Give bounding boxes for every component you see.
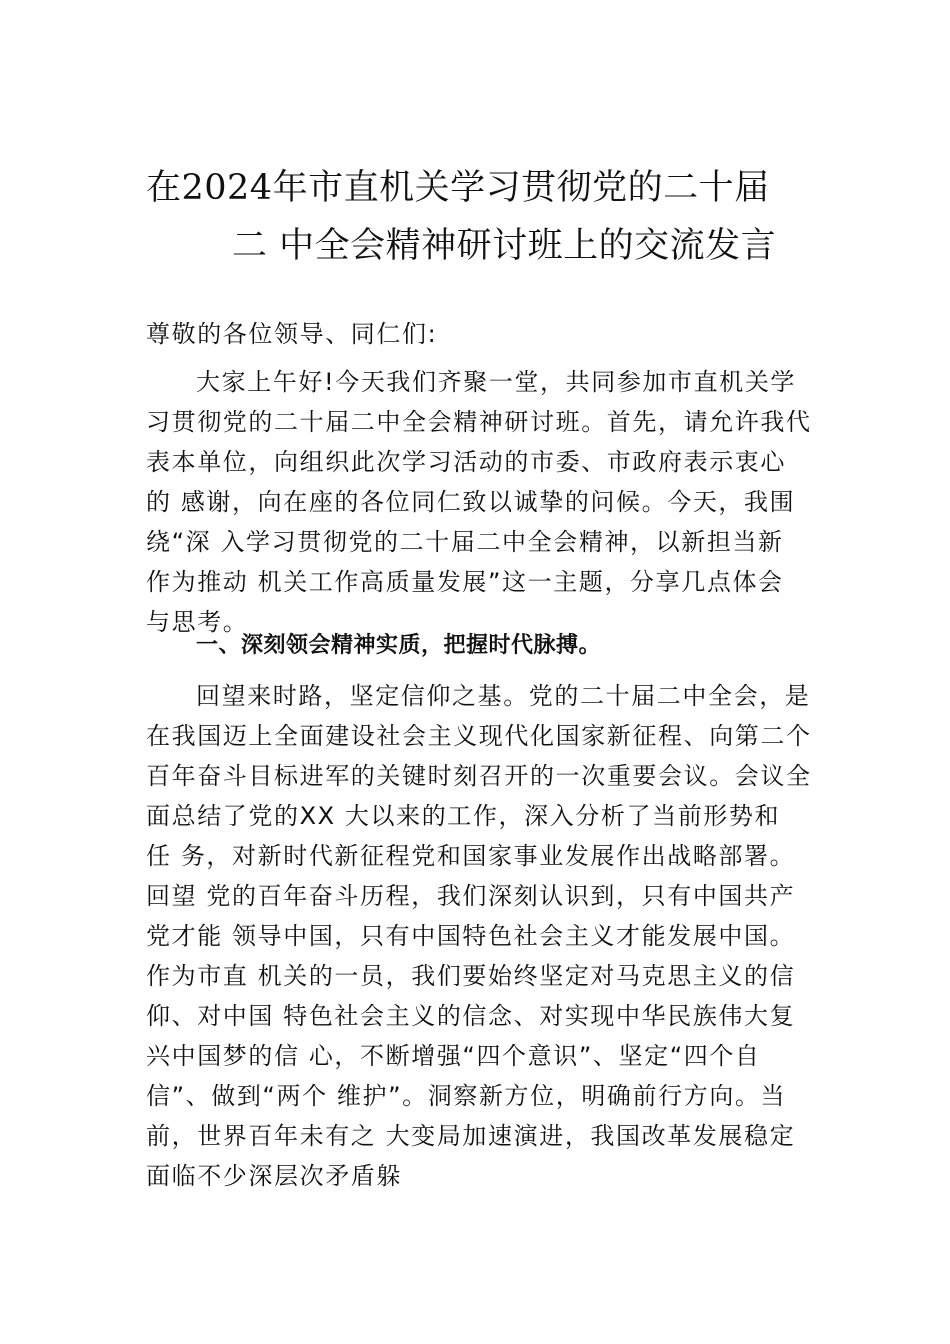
salutation: 尊敬的各位领导、同仁们: (146, 320, 438, 348)
paragraph-line: 党才能 领导中国，只有中国特色社会主义才能发展中国。 (146, 922, 796, 950)
paragraph-line: 回望来时路，坚定信仰之基。党的二十届二中全会，是 (196, 682, 811, 710)
document-title-line-1: 在2024年市直机关学习贯彻党的二十届 (146, 168, 770, 208)
paragraph-line: 百年奋斗目标进军的关键时刻召开的一次重要会议。会议全 (146, 762, 812, 790)
paragraph-line: 与思考。 (146, 608, 249, 636)
paragraph-line: 面总结了党的XX 大以来的工作，深入分析了当前形势和 (146, 802, 781, 830)
paragraph-line: 仰、对中国 特色社会主义的信念、对实现中华民族伟大复 (146, 1002, 796, 1030)
section-heading: 一、深刻领会精神实质，把握时代脉搏。 (196, 633, 602, 658)
paragraph-line: 在我国迈上全面建设社会主义现代化国家新征程、向第二个 (146, 722, 812, 750)
paragraph-line: 绕“深 入学习贯彻党的二十届二中全会精神，以新担当新 (146, 528, 784, 556)
paragraph-line: 兴中国梦的信 心，不断增强“四个意识”、坚定“四个自 (146, 1042, 761, 1070)
document-title-line-2: 二 中全会精神研讨班上的交流发言 (232, 226, 777, 266)
paragraph-line: 回望 党的百年奋斗历程，我们深刻认识到，只有中国共产 (146, 882, 796, 910)
paragraph-line: 表本单位，向组织此次学习活动的市委、市政府表示衷心 (146, 448, 786, 476)
paragraph-line: 习贯彻党的二十届二中全会精神研讨班。首先，请允许我代 (146, 408, 812, 436)
paragraph-line: 的 感谢，向在座的各位同仁致以诚挚的问候。今天，我围 (146, 488, 796, 516)
paragraph-line: 作为推动 机关工作高质量发展”这一主题，分享几点体会 (146, 568, 784, 596)
paragraph-line: 作为市直 机关的一员，我们要始终坚定对马克思主义的信 (146, 962, 796, 990)
paragraph-line: 信”、做到“两个 维护”。洞察新方位，明确前行方向。当 (146, 1082, 787, 1110)
paragraph-line: 面临不少深层次矛盾躲 (146, 1162, 402, 1190)
paragraph-line: 前，世界百年未有之 大变局加速演进，我国改革发展稳定 (146, 1122, 796, 1150)
paragraph-line: 大家上午好!今天我们齐聚一堂，共同参加市直机关学 (196, 368, 797, 396)
paragraph-line: 任 务，对新时代新征程党和国家事业发展作出战略部署。 (146, 842, 796, 870)
